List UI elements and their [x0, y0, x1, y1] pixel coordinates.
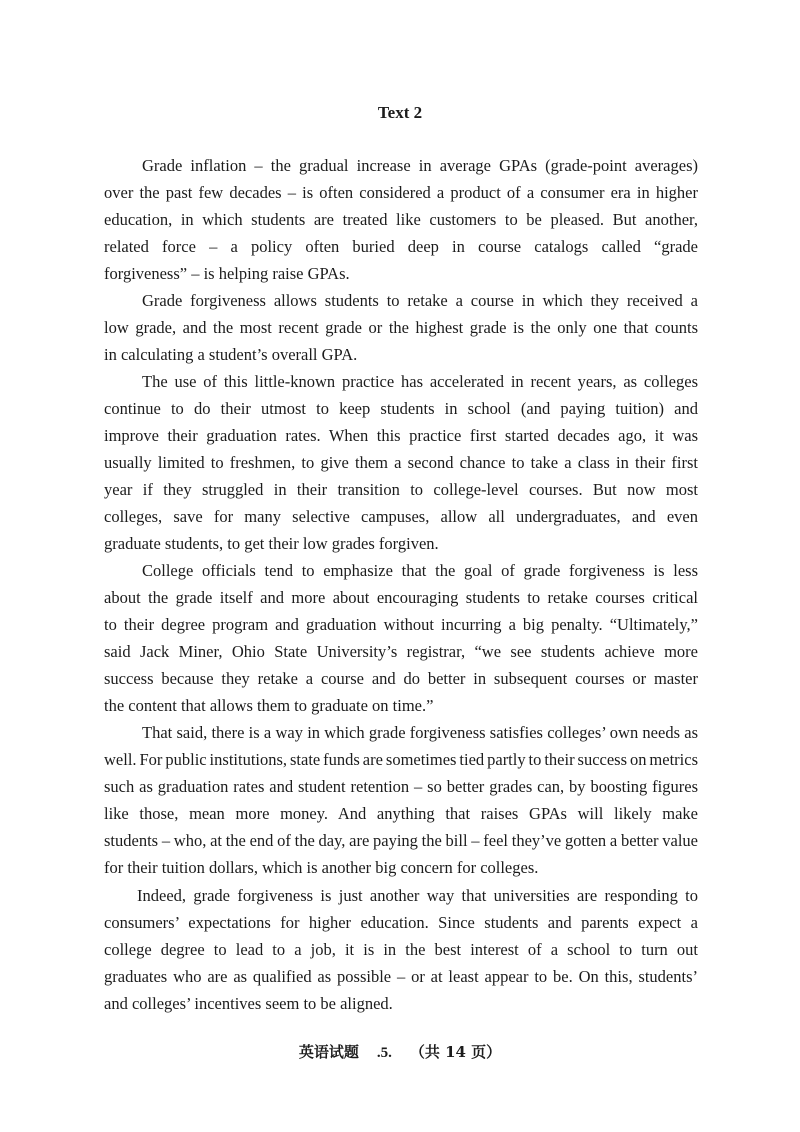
paragraph-line [104, 773, 698, 800]
paragraph-line [137, 882, 698, 909]
line-text: improve their graduation rates. When this practice first started decades ago, it was [104, 426, 698, 445]
paragraph-line [104, 341, 698, 368]
paragraph-line [104, 665, 698, 692]
paragraph-line [104, 206, 698, 233]
paragraph-4 [104, 557, 698, 719]
line-text: Grade forgiveness allows students to retake a course in which they received a [142, 291, 698, 310]
line-text: graduates who are as qualified as possible – or at least appear to be. On this, students’ [104, 967, 698, 986]
line-text: students – who, at the end of the day, are paying the bill – feel they’ve gotten a better value [104, 831, 698, 850]
line-text: The use of this little-known practice has accelerated in recent years, as colleges [142, 372, 698, 391]
paragraph-line [104, 422, 698, 449]
paragraph-line [104, 827, 698, 854]
paragraph-1 [104, 152, 698, 287]
line-text: usually limited to freshmen, to give them a second chance to take a class in their first [104, 453, 698, 472]
line-text: consumers’ expectations for higher education. Since students and parents expect a [104, 913, 698, 932]
line-text: the content that allows them to graduate on time.” [104, 696, 434, 715]
line-text: year if they struggled in their transition to college-level courses. But now most [104, 480, 698, 499]
paragraph-line [104, 936, 698, 963]
line-text: for their tuition dollars, which is another big concern for colleges. [104, 858, 539, 877]
footer-subject: 英语试题 [298, 1043, 359, 1061]
line-text: in calculating a student’s overall GPA. [104, 345, 358, 364]
line-text: success because they retake a course and do better in subsequent courses or master [104, 669, 698, 688]
line-text: graduate students, to get their low grades forgiven. [104, 534, 439, 553]
line-text: to their degree program and graduation without incurring a big penalty. “Ultimately,” [104, 615, 698, 634]
line-text: College officials tend to emphasize that the goal of grade forgiveness is less [142, 561, 698, 580]
line-text: well. For public institutions, state funds are sometimes tied partly to their success on metrics [104, 750, 698, 769]
paragraph-line [104, 449, 698, 476]
line-text: Indeed, grade forgiveness is just another way that universities are responding to [137, 886, 698, 905]
line-text: low grade, and the most recent grade or the highest grade is the only one that counts [104, 318, 698, 337]
paragraph-line [104, 233, 698, 260]
paragraph-line [104, 854, 698, 881]
paragraph-line [104, 179, 698, 206]
paragraph-line [104, 800, 698, 827]
paragraph-line [104, 584, 698, 611]
footer-page-number: .5. [376, 1045, 392, 1061]
line-text: That said, there is a way in which grade forgiveness satisfies colleges’ own needs as [142, 723, 698, 742]
line-text: college degree to lead to a job, it is in the best interest of a school to turn out [104, 940, 698, 959]
paragraph-line [104, 692, 698, 719]
line-text: related force – a policy often buried deep in course catalogs called “grade [104, 237, 698, 256]
passage-body [104, 152, 698, 1017]
line-text: continue to do their utmost to keep students in school (and paying tuition) and [104, 399, 698, 418]
paragraph-line [104, 638, 698, 665]
paragraph-line [142, 719, 698, 746]
page-title: Text 2 [377, 103, 423, 122]
paragraph-line [104, 963, 698, 990]
paragraph-3 [104, 368, 698, 557]
line-text: like those, mean more money. And anything that raises GPAs will likely make [104, 804, 698, 823]
line-text: over the past few decades – is often considered a product of a consumer era in higher [104, 183, 698, 202]
paragraph-5 [104, 719, 698, 881]
paragraph-line [104, 476, 698, 503]
line-text: education, in which students are treated like customers to be pleased. But another, [104, 210, 698, 229]
line-text: about the grade itself and more about encouraging students to retake courses critical [104, 588, 698, 607]
paragraph-line [142, 368, 698, 395]
paragraph-line [104, 909, 698, 936]
paragraph-line [142, 557, 698, 584]
paragraph-2 [104, 287, 698, 368]
line-text: and colleges’ incentives seem to be aligned. [104, 994, 393, 1013]
paragraph-line [142, 152, 698, 179]
paragraph-line [104, 314, 698, 341]
line-text: Grade inflation – the gradual increase in average GPAs (grade-point averages) [142, 156, 698, 175]
paragraph-line [104, 503, 698, 530]
line-text: colleges, save for many selective campuses, allow all undergraduates, and even [104, 507, 698, 526]
footer-total-pages: （共 14 页） [409, 1043, 502, 1061]
paragraph-line [104, 395, 698, 422]
paragraph-line [104, 530, 698, 557]
line-text: forgiveness” – is helping raise GPAs. [104, 264, 350, 283]
paragraph-6 [104, 882, 698, 1017]
paragraph-line [104, 260, 698, 287]
paragraph-line [104, 990, 698, 1017]
line-text: said Jack Miner, Ohio State University’s registrar, “we see students achieve more [104, 642, 698, 661]
page-footer [0, 1041, 800, 1063]
paragraph-line [104, 746, 698, 773]
line-text: such as graduation rates and student retention – so better grades can, by boosting figures [104, 777, 698, 796]
paragraph-line [142, 287, 698, 314]
paragraph-line [104, 611, 698, 638]
